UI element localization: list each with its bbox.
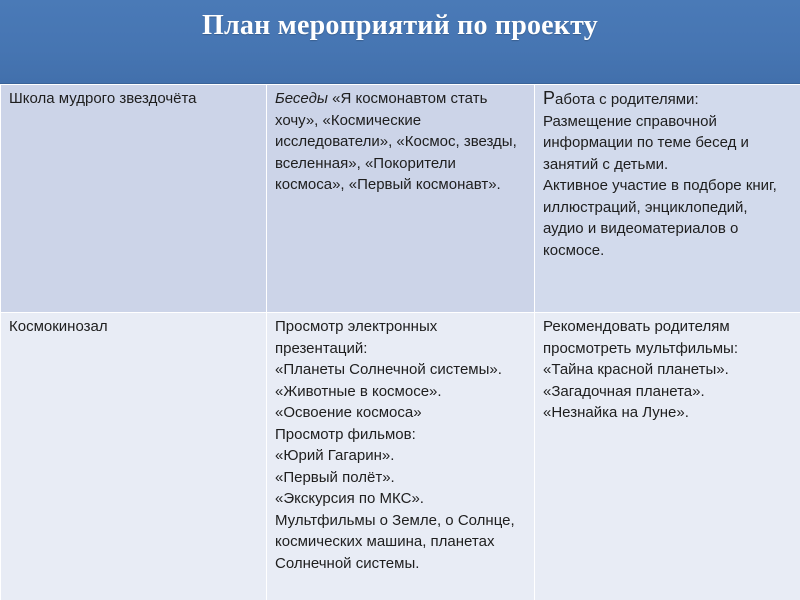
event-name-cell — [1, 85, 267, 313]
event-name: Школа мудрого звездочёта — [9, 90, 197, 107]
activities-line: «Животные в космосе». — [275, 382, 442, 400]
parents-cell — [535, 85, 800, 313]
table-row — [1, 313, 800, 600]
parents-line: «Загадочная планета». — [543, 382, 705, 400]
event-name: Космокинозал — [9, 318, 108, 335]
activities-line: Просмотр фильмов: — [275, 425, 416, 443]
parents-cell — [535, 313, 800, 600]
table-row — [1, 85, 800, 313]
activities-cell — [267, 85, 535, 313]
parents-line: «Незнайка на Луне». — [543, 404, 689, 421]
activities-line: «Освоение космоса» — [275, 404, 422, 421]
activities-line: «Планеты Солнечной системы». — [275, 361, 502, 378]
activities-line: «Юрий Гагарин». — [275, 447, 395, 464]
parents-line: Рекомендовать родителям просмотреть мультфильмы: — [543, 318, 739, 357]
activities-cell — [267, 313, 535, 600]
activities-lead: Беседы — [275, 90, 328, 107]
event-name-cell — [1, 313, 267, 600]
slide-title: План мероприятий по проекту — [202, 10, 598, 41]
activities-line: «Экскурсия по МКС». — [275, 490, 424, 507]
activities-line: «Первый полёт». — [275, 468, 395, 486]
activities-text: «Я космонавтом стать хочу», «Космические исследователи», «Космос, звезды, вселенная», «Покорители космоса», «Первый космонавт». — [275, 90, 517, 193]
plan-table — [0, 84, 800, 600]
parents-line: Размещение справочной информации по теме бесед и занятий с детьми. — [543, 112, 749, 173]
parents-line: абота с родителями: — [555, 91, 699, 108]
title-bar — [0, 0, 800, 84]
activities-line: Мультфильмы о Земле, о Солнце, космических машина, планетах Солнечной системы. — [275, 511, 515, 572]
parents-first-letter: Р — [543, 88, 556, 108]
parents-line: Активное участие в подборе книг, иллюстраций, энциклопедий, аудио и видеоматериалов о космосе. — [543, 177, 777, 259]
parents-line: «Тайна красной планеты». — [543, 361, 729, 378]
activities-line: Просмотр электронных презентаций: — [275, 318, 438, 357]
